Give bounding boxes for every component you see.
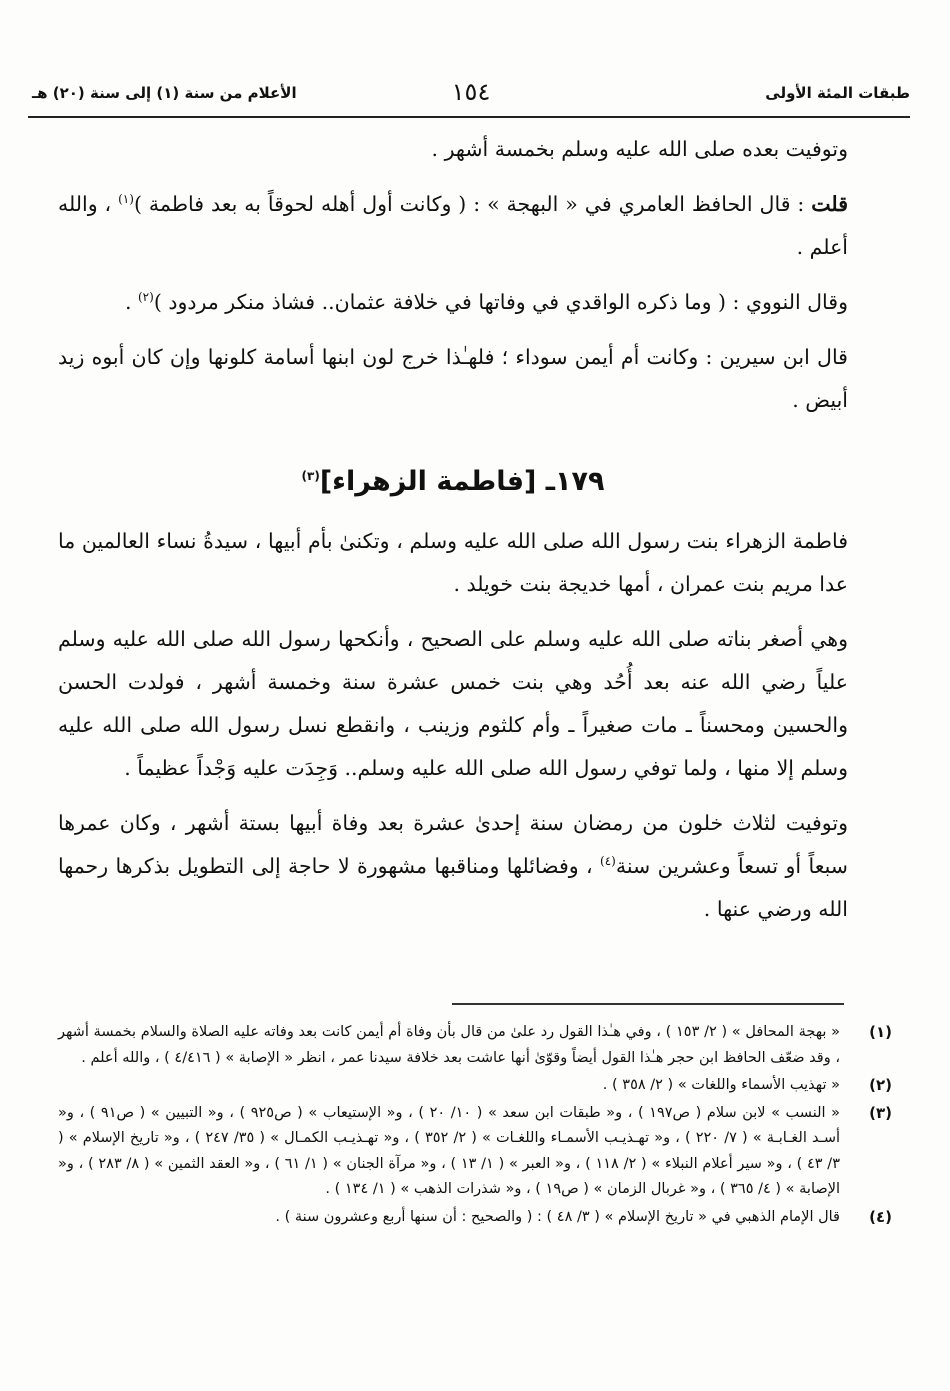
paragraph: قلت : قال الحافظ العامري في « البهجة » : ( وكانت أول أهله لحوقاً به بعد فاطمة )$^{(١)}$ ، والله أعلم . — [58, 192, 848, 259]
paragraph: وتوفيت بعده صلى الله عليه وسلم بخمسة أشهر . — [431, 137, 848, 161]
paragraph: قال ابن سيرين : وكانت أم أيمن سوداء ؛ فلهـٰذا خرج لون ابنها أسامة كلونها وإن كان أبوه زيد أبيض . — [58, 345, 848, 412]
footnote-number: (٢) — [869, 1076, 892, 1094]
footnotes — [58, 1020, 892, 1232]
footnote-rule — [452, 1003, 844, 1005]
footnote: (٤) قال الإمام الذهبي في « تاريخ الإسلام » ( ٣/ ٤٨ ) : ( والصحيح : أن سنها أربع وعشرون سنة ) . — [58, 1205, 892, 1231]
entry-heading: ١٧٩ـ [فاطمة الزهراء]$^{(٣)}$ — [301, 466, 605, 497]
page-number: ١٥٤ — [451, 78, 491, 106]
paragraph: فاطمة الزهراء بنت رسول الله صلى الله عليه وسلم ، وتكنىٰ بأم أبيها ، سيدةُ نساء العالمين ما عدا مريم بنت عمران ، أمها خديجة بنت خويلد . — [58, 529, 848, 596]
footnote-ref[interactable]: (٣) — [301, 469, 320, 483]
footnote: (٢) « تهذيب الأسماء واللغات » ( ٢/ ٣٥٨ ) . — [58, 1073, 892, 1099]
paragraph: وهي أصغر بناته صلى الله عليه وسلم على الصحيح ، وأنكحها رسول الله صلى الله عليه وسلم علياً رضي الله عنه بعد أُحُد وهي بنت خمس عشرة سنة وخمسة أشهر ، فولدت الحسن والحسين ومحسناً ـ مات صغيراً ـ وأم كلثوم وزينب ، وانقطع نسل رسول الله صلى الله عليه وسلم إلا منها ، ولما توفي رسول الله صلى الله عليه وسلم.. وَجِدَت عليه وَجْداً عظيماً . — [58, 627, 848, 780]
footnote: (١) « بهجة المحافل » ( ٢/ ١٥٣ ) ، وفي هـٰذا القول رد علىٰ من قال بأن وفاة أم أيمن كانت بعد وفاته عليه الصلاة والسلام بخمسة أشهر ، وقد ضعّف الحافظ ابن حجر هـٰذا القول أيضاً وقوّىٰ أنها عاشت بعد خلافة سيدنا عمر ، انظر « الإصابة » ( ٤/٤١٦ ) ، والله أعلم . — [58, 1020, 892, 1071]
paragraph: وتوفيت لثلاث خلون من رمضان سنة إحدىٰ عشرة بعد وفاة أبيها بستة أشهر ، وكان عمرها سبعاً أو تسعاً وعشرين سنة$^{(٤)}$ ، وفضائلها ومناقبها مشهورة لا حاجة إلى التطويل بذكرها رحمها الله ورضي عنها . — [58, 811, 848, 921]
running-header — [32, 78, 910, 108]
footnote-number: (٤) — [869, 1207, 892, 1226]
header-rule — [28, 116, 910, 118]
footnote-number: (٣) — [869, 1103, 892, 1122]
footnote-ref[interactable]: (١) — [118, 192, 134, 207]
footnote-ref[interactable]: (٤) — [600, 854, 616, 869]
section-title: الأعلام من سنة (١) إلى سنة (٢٠) هـ — [32, 84, 297, 102]
main-text — [58, 128, 848, 943]
paragraph: وقال النووي : ( وما ذكره الواقدي في وفاتها في خلافة عثمان.. فشاذ منكر مردود )$^{(٢)}$ . — [124, 290, 848, 314]
footnote-number: (١) — [869, 1023, 892, 1041]
book-title: طبقات المئة الأولى — [765, 84, 910, 102]
footnote: (٣) « النسب » لابن سلام ( ص١٩٧ ) ، و« طبقات ابن سعد » ( ١٠/ ٢٠ ) ، و« الإستيعاب » ( ص٩٢٥ ) ، و« التبيين » ( ص٩١ ) ، و« أسـد الغـابـة » ( ٧/ ٢٢٠ ) ، و« تهـذيـب الأسمـاء واللغـات » ( ٢/ ٣٥٢ ) ، و« تهـذيـب الكمـال » ( ٣٥/ ٢٤٧ ) ، و« تاريخ الإسلام » ( ٣/ ٤٣ ) ، و« سير أعلام النبلاء » ( ٢/ ١١٨ ) ، و« العبر » ( ١/ ١٣ ) ، و« مرآة الجنان » ( ١/ ٦١ ) ، و« العقد الثمين » ( ٨/ ٢٨٣ ) ، و« الإصابة » ( ٤/ ٣٦٥ ) ، و« غربال الزمان » ( ص١٩ ) ، و« شذرات الذهب » ( ١/ ١٣٤ ) . — [58, 1101, 892, 1203]
footnote-ref[interactable]: (٢) — [137, 290, 154, 305]
lead-word: قلت — [811, 192, 848, 216]
